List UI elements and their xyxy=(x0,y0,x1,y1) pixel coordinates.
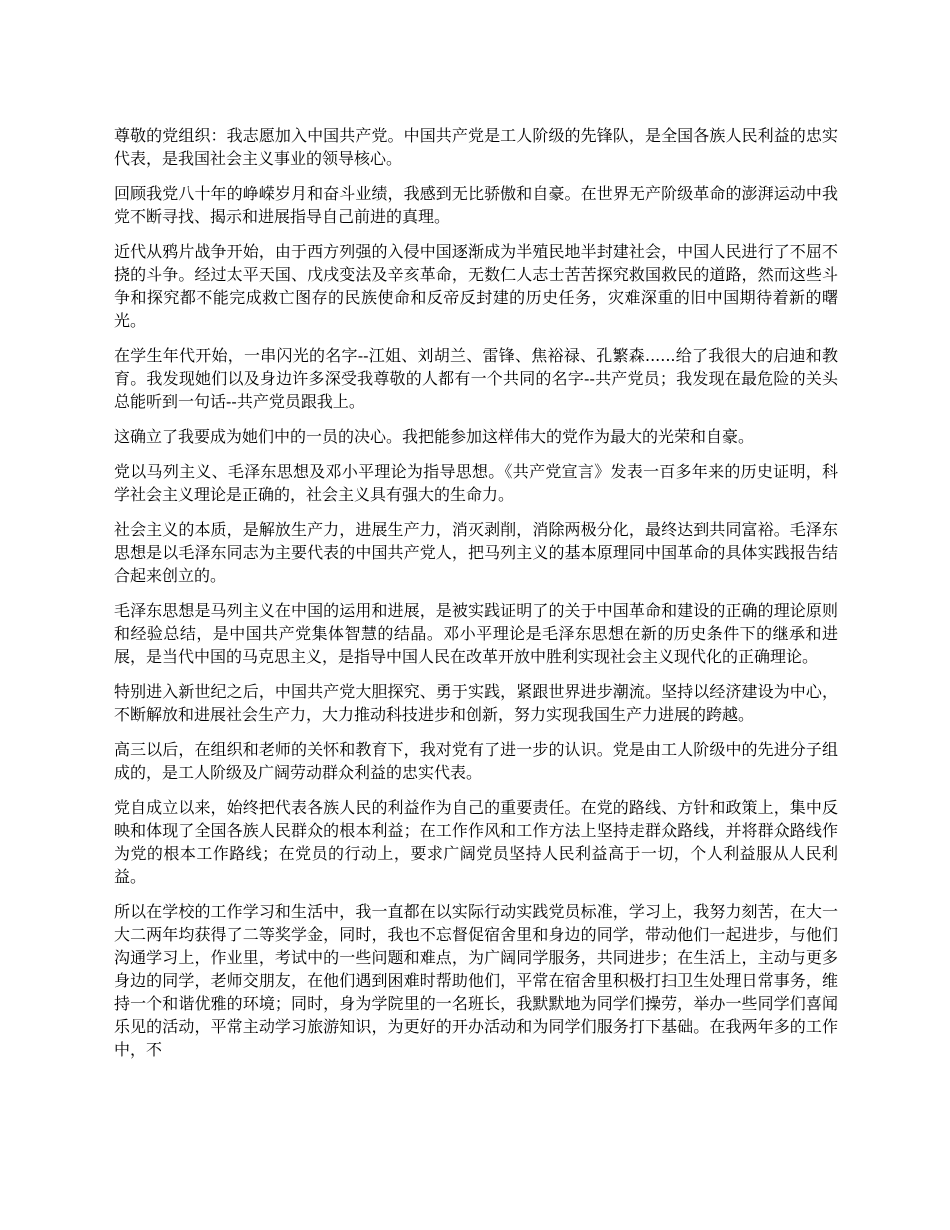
paragraph-5: 这确立了我要成为她们中的一员的决心。我把能参加这样伟大的党作为最大的光荣和自豪。 xyxy=(114,427,755,446)
paragraph-3: 近代从鸦片战争开始，由于西方列强的入侵中国逐渐成为半殖民地半封建社会，中国人民进行了不屈不挠的斗争。经过太平天国、戊戌变法及辛亥革命，无数仁人志士苦苦探究救国救民的道路，然而这些斗争和探究都不能完成救亡图存的民族使命和反帝反封建的历史任务，灾难深重的旧中国期待着新的曙光。 xyxy=(114,242,838,330)
paragraph-9: 特别进入新世纪之后，中国共产党大胆探究、勇于实践，紧跟世界进步潮流。坚持以经济建设为中心，不断解放和进展社会生产力，大力推动科技进步和创新，努力实现我国生产力进展的跨越。 xyxy=(114,682,838,724)
paragraph-11: 党自成立以来，始终把代表各族人民的利益作为自己的重要责任。在党的路线、方针和政策上，集中反映和体现了全国各族人民群众的根本利益；在工作作风和工作方法上坚持走群众路线，并将群众路线作为党的根本工作路线；在党员的行动上，要求广阔党员坚持人民利益高于一切，个人利益服从人民利益。 xyxy=(114,798,838,886)
document-page xyxy=(114,124,838,1073)
paragraph-10: 高三以后，在组织和老师的关怀和教育下，我对党有了进一步的认识。党是由工人阶级中的先进分子组成的，是工人阶级及广阔劳动群众利益的忠实代表。 xyxy=(114,740,838,782)
paragraph-2: 回顾我党八十年的峥嵘岁月和奋斗业绩，我感到无比骄傲和自豪。在世界无产阶级革命的澎湃运动中我党不断寻找、揭示和进展指导自己前进的真理。 xyxy=(114,184,838,226)
paragraph-12: 所以在学校的工作学习和生活中，我一直都在以实际行动实践党员标准，学习上，我努力刻苦，在大一大二两年均获得了二等奖学金，同时，我也不忘督促宿舍里和身边的同学，带动他们一起进步，与他们沟通学习上，作业里，考试中的一些问题和难点，为广阔同学服务，共同进步；在生活上，主动与更多身边的同学，老师交朋友，在他们遇到困难时帮助他们，平常在宿舍里积极打扫卫生处理日常事务，维持一个和谐优雅的环境；同时，身为学院里的一名班长，我默默地为同学们操劳，举办一些同学们喜闻乐见的活动，平常主动学习旅游知识，为更好的开办活动和为同学们服务打下基础。在我两年多的工作中，不 xyxy=(114,902,838,1059)
paragraph-8: 毛泽东思想是马列主义在中国的运用和进展，是被实践证明了的关于中国革命和建设的正确的理论原则和经验总结，是中国共产党集体智慧的结晶。邓小平理论是毛泽东思想在新的历史条件下的继承和进展，是当代中国的马克思主义，是指导中国人民在改革开放中胜利实现社会主义现代化的正确理论。 xyxy=(114,601,838,666)
paragraph-4: 在学生年代开始，一串闪光的名字--江姐、刘胡兰、雷锋、焦裕禄、孔繁森......给了我很大的启迪和教育。我发现她们以及身边许多深受我尊敬的人都有一个共同的名字--共产党员；我发现在最危险的关头总能听到一句话--共产党员跟我上。 xyxy=(114,346,838,411)
paragraph-1: 尊敬的党组织：我志愿加入中国共产党。中国共产党是工人阶级的先锋队，是全国各族人民利益的忠实代表，是我国社会主义事业的领导核心。 xyxy=(114,126,838,168)
paragraph-7: 社会主义的本质，是解放生产力，进展生产力，消灭剥削，消除两极分化，最终达到共同富裕。毛泽东思想是以毛泽东同志为主要代表的中国共产党人，把马列主义的基本原理同中国革命的具体实践报告结合起来创立的。 xyxy=(114,520,838,585)
paragraph-6: 党以马列主义、毛泽东思想及邓小平理论为指导思想。《共产党宣言》发表一百多年来的历史证明，科学社会主义理论是正确的，社会主义具有强大的生命力。 xyxy=(114,462,838,504)
